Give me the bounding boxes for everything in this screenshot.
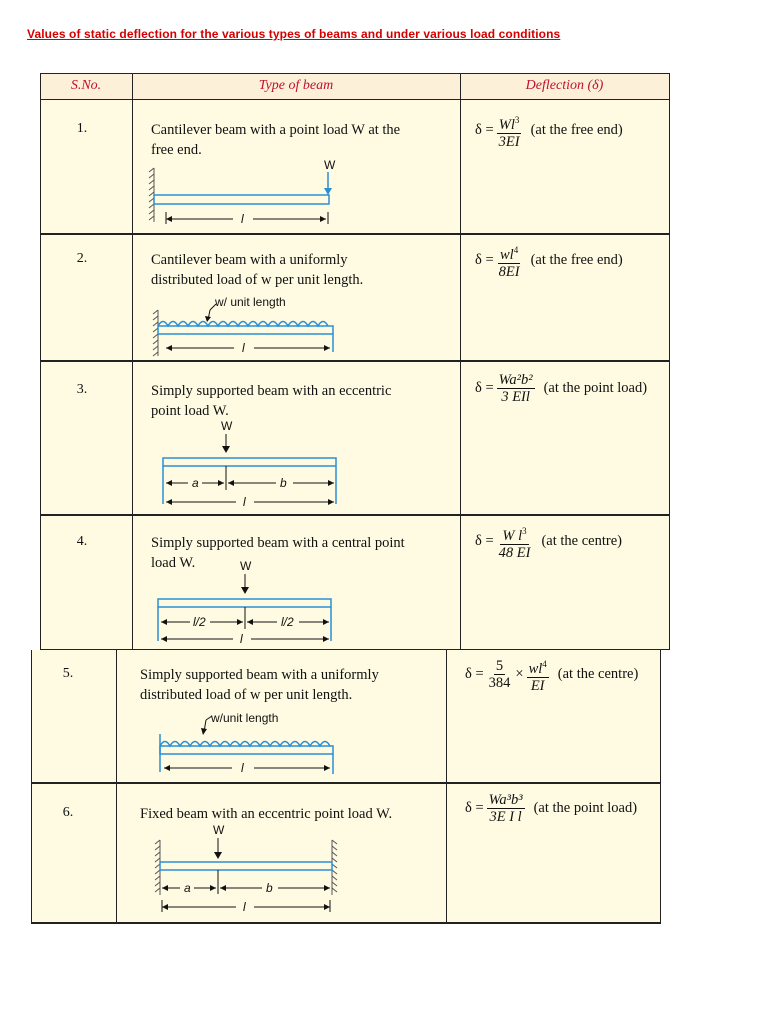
row-2-figure xyxy=(152,290,342,360)
row-2-sno: 2. xyxy=(76,251,88,266)
svg-text:l: l xyxy=(240,632,243,646)
row-5-description: Simply supported beam with a uniformly distributed load of w per unit length. xyxy=(140,667,379,703)
svg-text:l: l xyxy=(243,495,246,509)
row-1-formula: δ = $\frac{Wl^3}{3EI}$ (at the free end) xyxy=(475,112,623,150)
svg-text:a: a xyxy=(184,881,191,895)
row-4-formula: δ = $\frac{W l^3}{48 EI}$ (at the centre) xyxy=(475,523,622,561)
row-3-formula: δ = $\frac{\text{Wa²b²}}{\text{3 EIl}}$ (at the point load) xyxy=(475,372,648,405)
header-type-of-beam: Type of beam xyxy=(258,78,334,93)
svg-text:w/unit length: w/unit length xyxy=(211,711,279,725)
row-5-sno: 5. xyxy=(62,666,74,681)
page-title: Values of static deflection for the various types of beams and under various load conditions xyxy=(27,27,561,41)
svg-text:l/2: l/2 xyxy=(193,615,206,629)
svg-text:l: l xyxy=(241,212,244,226)
row-6-description: Fixed beam with an eccentric point load W. xyxy=(140,806,393,822)
svg-text:b: b xyxy=(280,476,287,490)
header-sno: S.No. xyxy=(70,78,102,93)
row-5-formula: δ = $\frac{5}{384}$ × $\frac{wl^4}{EI}$ (at the centre) xyxy=(465,656,638,694)
row-6-formula: δ = $\frac{\text{Wa³b³}}{\text{3E I l}}$ (at the point load) xyxy=(465,792,638,825)
row-6-figure xyxy=(150,820,345,915)
svg-text:W: W xyxy=(213,823,225,837)
svg-text:W: W xyxy=(240,559,252,573)
row-5-figure xyxy=(160,708,345,778)
row-2-formula: δ = $\frac{wl^4}{8EI}$ (at the free end) xyxy=(475,242,623,280)
row-1-sno: 1. xyxy=(76,121,88,136)
svg-text:W: W xyxy=(324,158,336,172)
svg-text:l: l xyxy=(242,341,245,355)
row-2-description: Cantilever beam with a uniformly distributed load of w per unit length. xyxy=(151,252,364,288)
row-3-description: Simply supported beam with an eccentric point load W. xyxy=(151,383,392,419)
svg-text:l/2: l/2 xyxy=(281,615,294,629)
svg-text:W: W xyxy=(221,419,233,433)
row-4-description: Simply supported beam with a central point load W. xyxy=(151,535,405,571)
row-6-sno: 6. xyxy=(62,805,74,820)
row-4-figure xyxy=(155,557,340,649)
svg-text:w/ unit length: w/ unit length xyxy=(215,295,286,309)
svg-text:a: a xyxy=(192,476,199,490)
row-4-sno: 4. xyxy=(76,534,88,549)
row-3-figure xyxy=(158,418,343,510)
row-1-description: Cantilever beam with a point load W at the free end. xyxy=(151,122,401,158)
svg-text:l: l xyxy=(241,761,244,775)
svg-text:b: b xyxy=(266,881,273,895)
header-deflection: Deflection (δ) xyxy=(525,78,604,93)
svg-text:l: l xyxy=(243,900,246,914)
row-3-sno: 3. xyxy=(76,382,88,397)
row-1-figure xyxy=(148,158,348,228)
